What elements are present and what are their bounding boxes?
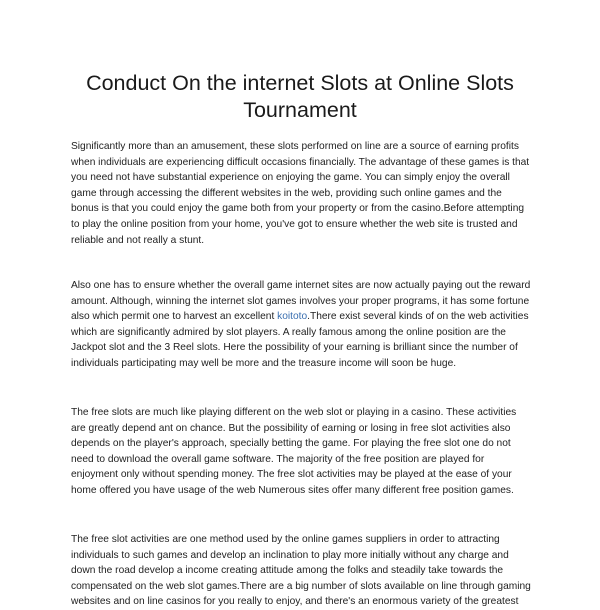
- paragraph-3: The free slots are much like playing different on the web slot or playing in a casino. These activities are greatly depend ant on chance. But the possibility of earning or losing in free slot activities also depends on the player's approach, specially betting the game. For playing the free slot one do not need to download the overall game software. The majority of the free position are played for enjoyment only without spending money. The free slot activities may be played at the ease of your home offered you have usage of the web Numerous sites offer many different free position games.: [71, 407, 517, 496]
- paragraph-1: Significantly more than an amusement, these slots performed on line are a source of earning profits when individuals are experiencing difficult occasions financially. The advantage of these games is that you need not have substantial experience on enjoying the game. You can simply enjoy the overall game through accessing the different websites in the web, providing such online games and the bonus is that you could enjoy the game both from your property or from the casino.Before attempting to play the online position from your home, you've got to ensure whether the web site is trusted and reliable and not really a stunt.: [71, 141, 530, 246]
- paragraph-2-text-before: Also one has to ensure whether the overall game internet sites are now actually paying out the reward amount. Although, winning the internet slot games involves your proper programs, it has some fortune also which permit one to harvest an excellent: [71, 280, 531, 323]
- paragraph-4: The free slot activities are one method used by the online games suppliers in order to attracting individuals to such games and develop an inclination to play more initially without any charge and down the road develop a income creating attitude among the folks and steadily take towards the compensated on the web slot games.There are a big number of slots available on line through gaming websites and on line casinos for you really to enjoy, and there's an enormous variety of the greatest: [71, 534, 531, 608]
- paragraph-2: [71, 278, 531, 372]
- page-title: Conduct On the internet Slots at Online Slots Tournament: [86, 71, 514, 122]
- koitoto-link[interactable]: koitoto: [277, 311, 308, 323]
- paragraph-2-text-after: .There exist several kinds of on the web activities which are significantly admired by slot players. A really famous among the online position are the Jackpot slot and the 3 Reel slots. Here the possibility of your earning is brilliant since the number of individuals participating may well be more and the treasure income will soon be huge.: [71, 311, 529, 369]
